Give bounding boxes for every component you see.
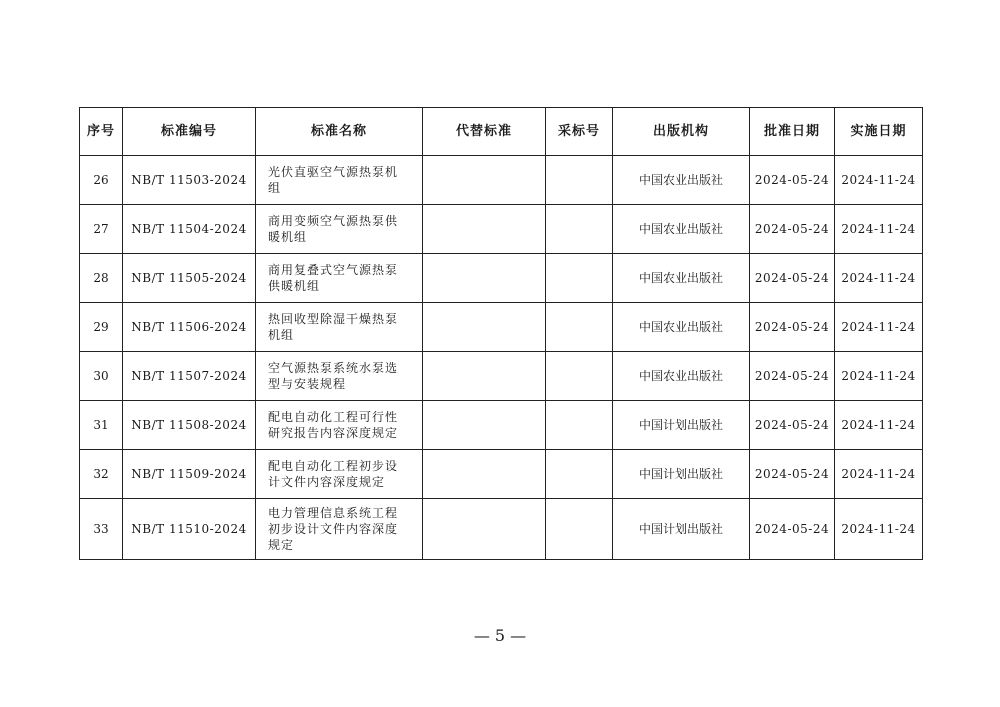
standard-name-cell (256, 401, 423, 450)
adopted-standard-cell (546, 156, 613, 205)
name-line: 计文件内容深度规定 (268, 475, 386, 489)
adopted-standard-cell (546, 254, 613, 303)
name-line: 热回收型除湿干燥热泵 (268, 312, 399, 326)
publisher-cell: 中国农业出版社 (613, 303, 750, 352)
approval-date-cell: 2024-05-24 (750, 401, 835, 450)
header-publisher: 出版机构 (613, 108, 750, 156)
standard-code-cell: NB/T 11510-2024 (123, 499, 256, 560)
publisher-cell: 中国计划出版社 (613, 450, 750, 499)
implementation-date-cell: 2024-11-24 (835, 205, 923, 254)
table-row (80, 352, 923, 401)
adopted-standard-cell (546, 352, 613, 401)
publisher-cell: 中国农业出版社 (613, 205, 750, 254)
adopted-standard-cell (546, 450, 613, 499)
name-line: 初步设计文件内容深度 (268, 522, 399, 536)
name-line: 研究报告内容深度规定 (268, 426, 399, 440)
serial-cell: 30 (80, 352, 123, 401)
publisher-cell: 中国计划出版社 (613, 499, 750, 560)
name-line: 规定 (268, 538, 295, 552)
approval-date-cell: 2024-05-24 (750, 352, 835, 401)
header-standard-code: 标准编号 (123, 108, 256, 156)
publisher-cell: 中国计划出版社 (613, 401, 750, 450)
implementation-date-cell: 2024-11-24 (835, 401, 923, 450)
header-implementation-date: 实施日期 (835, 108, 923, 156)
standard-name-cell (256, 499, 423, 560)
serial-cell: 26 (80, 156, 123, 205)
header-approval-date: 批准日期 (750, 108, 835, 156)
serial-cell: 27 (80, 205, 123, 254)
header-serial: 序号 (80, 108, 123, 156)
name-line: 商用变频空气源热泵供 (268, 214, 399, 228)
adopted-standard-cell (546, 499, 613, 560)
table-row (80, 205, 923, 254)
standard-name-cell (256, 156, 423, 205)
publisher-cell: 中国农业出版社 (613, 352, 750, 401)
adopted-standard-cell (546, 205, 613, 254)
table-row (80, 303, 923, 352)
replaced-standard-cell (423, 156, 546, 205)
implementation-date-cell: 2024-11-24 (835, 450, 923, 499)
standard-code-cell: NB/T 11509-2024 (123, 450, 256, 499)
serial-cell: 33 (80, 499, 123, 560)
name-line: 暖机组 (268, 230, 308, 244)
serial-cell: 31 (80, 401, 123, 450)
standard-name-cell (256, 352, 423, 401)
implementation-date-cell: 2024-11-24 (835, 303, 923, 352)
replaced-standard-cell (423, 205, 546, 254)
standard-code-cell: NB/T 11505-2024 (123, 254, 256, 303)
publisher-cell: 中国农业出版社 (613, 156, 750, 205)
replaced-standard-cell (423, 499, 546, 560)
approval-date-cell: 2024-05-24 (750, 205, 835, 254)
name-line: 电力管理信息系统工程 (268, 506, 399, 520)
implementation-date-cell: 2024-11-24 (835, 156, 923, 205)
standard-code-cell: NB/T 11507-2024 (123, 352, 256, 401)
name-line: 商用复叠式空气源热泵 (268, 263, 399, 277)
page-number: — 5 — (473, 626, 527, 645)
replaced-standard-cell (423, 352, 546, 401)
approval-date-cell: 2024-05-24 (750, 450, 835, 499)
replaced-standard-cell (423, 303, 546, 352)
table-row (80, 401, 923, 450)
name-line: 空气源热泵系统水泵选 (268, 361, 399, 375)
standard-name-cell (256, 450, 423, 499)
table-row (80, 254, 923, 303)
approval-date-cell: 2024-05-24 (750, 303, 835, 352)
standard-code-cell: NB/T 11508-2024 (123, 401, 256, 450)
approval-date-cell: 2024-05-24 (750, 156, 835, 205)
adopted-standard-cell (546, 303, 613, 352)
standard-name-cell (256, 303, 423, 352)
implementation-date-cell: 2024-11-24 (835, 499, 923, 560)
serial-cell: 28 (80, 254, 123, 303)
standard-name-cell (256, 205, 423, 254)
name-line: 组 (268, 181, 282, 195)
serial-cell: 32 (80, 450, 123, 499)
standard-code-cell: NB/T 11506-2024 (123, 303, 256, 352)
approval-date-cell: 2024-05-24 (750, 499, 835, 560)
replaced-standard-cell (423, 450, 546, 499)
replaced-standard-cell (423, 401, 546, 450)
implementation-date-cell: 2024-11-24 (835, 352, 923, 401)
header-standard-name: 标准名称 (256, 108, 423, 156)
name-line: 配电自动化工程初步设 (268, 459, 399, 473)
header-replaced-standard: 代替标准 (423, 108, 546, 156)
name-line: 光伏直驱空气源热泵机 (268, 165, 399, 179)
standard-code-cell: NB/T 11504-2024 (123, 205, 256, 254)
table-header-row (80, 108, 923, 156)
adopted-standard-cell (546, 401, 613, 450)
approval-date-cell: 2024-05-24 (750, 254, 835, 303)
standard-name-cell (256, 254, 423, 303)
standards-table (79, 107, 923, 560)
standard-code-cell: NB/T 11503-2024 (123, 156, 256, 205)
header-adopted-standard: 采标号 (546, 108, 613, 156)
name-line: 供暖机组 (268, 279, 321, 293)
serial-cell: 29 (80, 303, 123, 352)
implementation-date-cell: 2024-11-24 (835, 254, 923, 303)
replaced-standard-cell (423, 254, 546, 303)
publisher-cell: 中国农业出版社 (613, 254, 750, 303)
table-row (80, 499, 923, 560)
name-line: 型与安装规程 (268, 377, 347, 391)
table-row (80, 156, 923, 205)
table-row (80, 450, 923, 499)
name-line: 机组 (268, 328, 295, 342)
name-line: 配电自动化工程可行性 (268, 410, 399, 424)
